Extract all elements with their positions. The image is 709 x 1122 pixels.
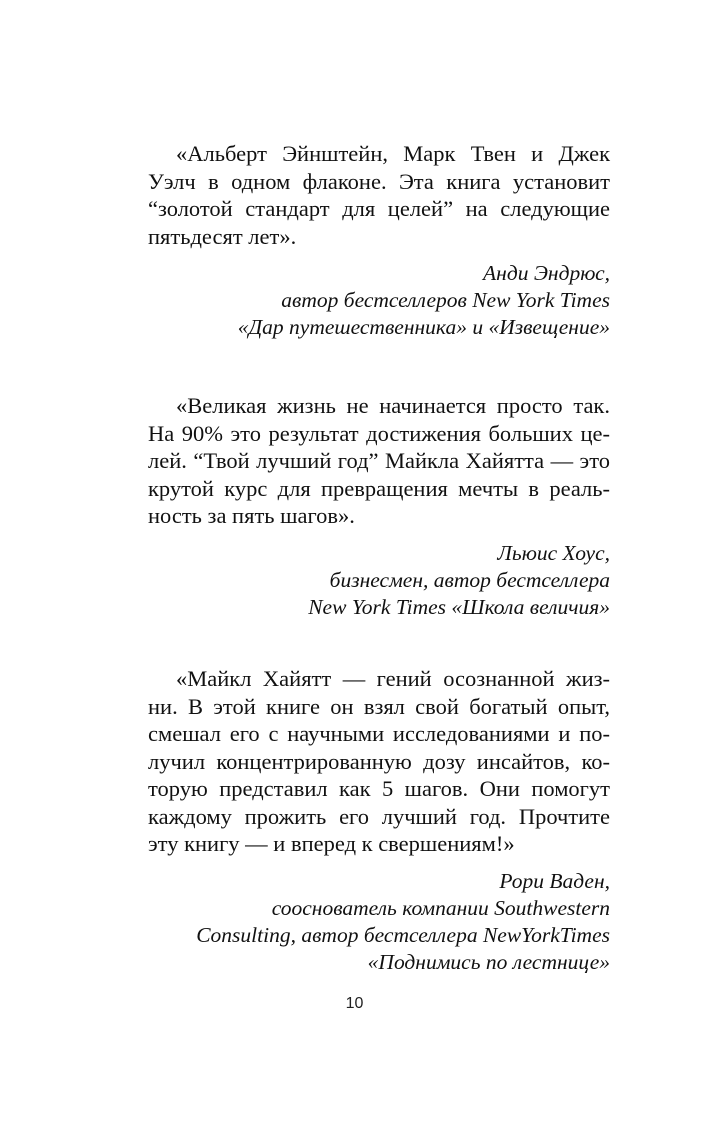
attribution-line: бизнесмен, автор бестселлера [329,567,610,592]
attribution-line: сооснователь компании Southwestern [271,895,610,920]
quote-line: торую представил как 5 шагов. Они помогут [148,776,610,801]
quote-line: «Майкл Хайятт — гений осознанной жиз- [176,666,610,691]
testimonial-3 [148,665,610,976]
quote-line: «Альберт Эйнштейн, Марк Твен и Джек [176,141,610,166]
attribution-line: автор бестселлеров New York Times [281,288,610,312]
quote-line: ни. В этой книге он взял свой богатый опыт, [148,693,610,719]
quote-line: На 90% это результат достижения больших це- [148,420,610,446]
attribution-line: New York Times «Школа величия» [308,594,610,619]
testimonial-quote [148,392,610,530]
testimonial-quote [148,665,610,858]
testimonial-2 [148,392,610,621]
testimonial-attribution [148,868,610,976]
attribution-author: Анди Эндрюс, [483,261,610,285]
attribution-author: Льюис Хоус, [497,540,610,565]
testimonial-1 [148,140,610,341]
quote-line: “золотой стандарт для целей” на следующие [148,196,610,221]
attribution-line: Consulting, автор бестселлера NewYorkTimes [196,922,610,947]
quote-line: ность за пять шагов». [148,503,355,528]
quote-line: пятьдесят лет». [148,223,297,249]
testimonial-attribution [148,260,610,341]
page-number: 10 [345,995,364,1012]
quote-line: Уэлч в одном флаконе. Эта книга установит [148,168,610,194]
quote-line: крутой курс для превращения мечты в реаль- [148,475,610,501]
attribution-author: Рори Ваден, [499,868,610,893]
testimonial-quote [148,140,610,250]
attribution-line: «Поднимись по лестнице» [367,949,610,974]
testimonial-attribution [148,540,610,621]
quote-line: эту книгу — и вперед к свершениям!» [148,831,515,856]
quote-line: лучил концентрированную дозу инсайтов, ко- [148,748,610,774]
quote-line: смешал его с научными исследованиями и по- [148,721,610,746]
quote-line: лей. “Твой лучший год” Майкла Хайятта — это [148,448,610,473]
quote-line: «Великая жизнь не начинается просто так. [176,393,610,418]
quote-line: каждому прожить его лучший год. Прочтите [148,803,610,829]
attribution-line: «Дар путешественника» и «Извещение» [237,315,610,339]
